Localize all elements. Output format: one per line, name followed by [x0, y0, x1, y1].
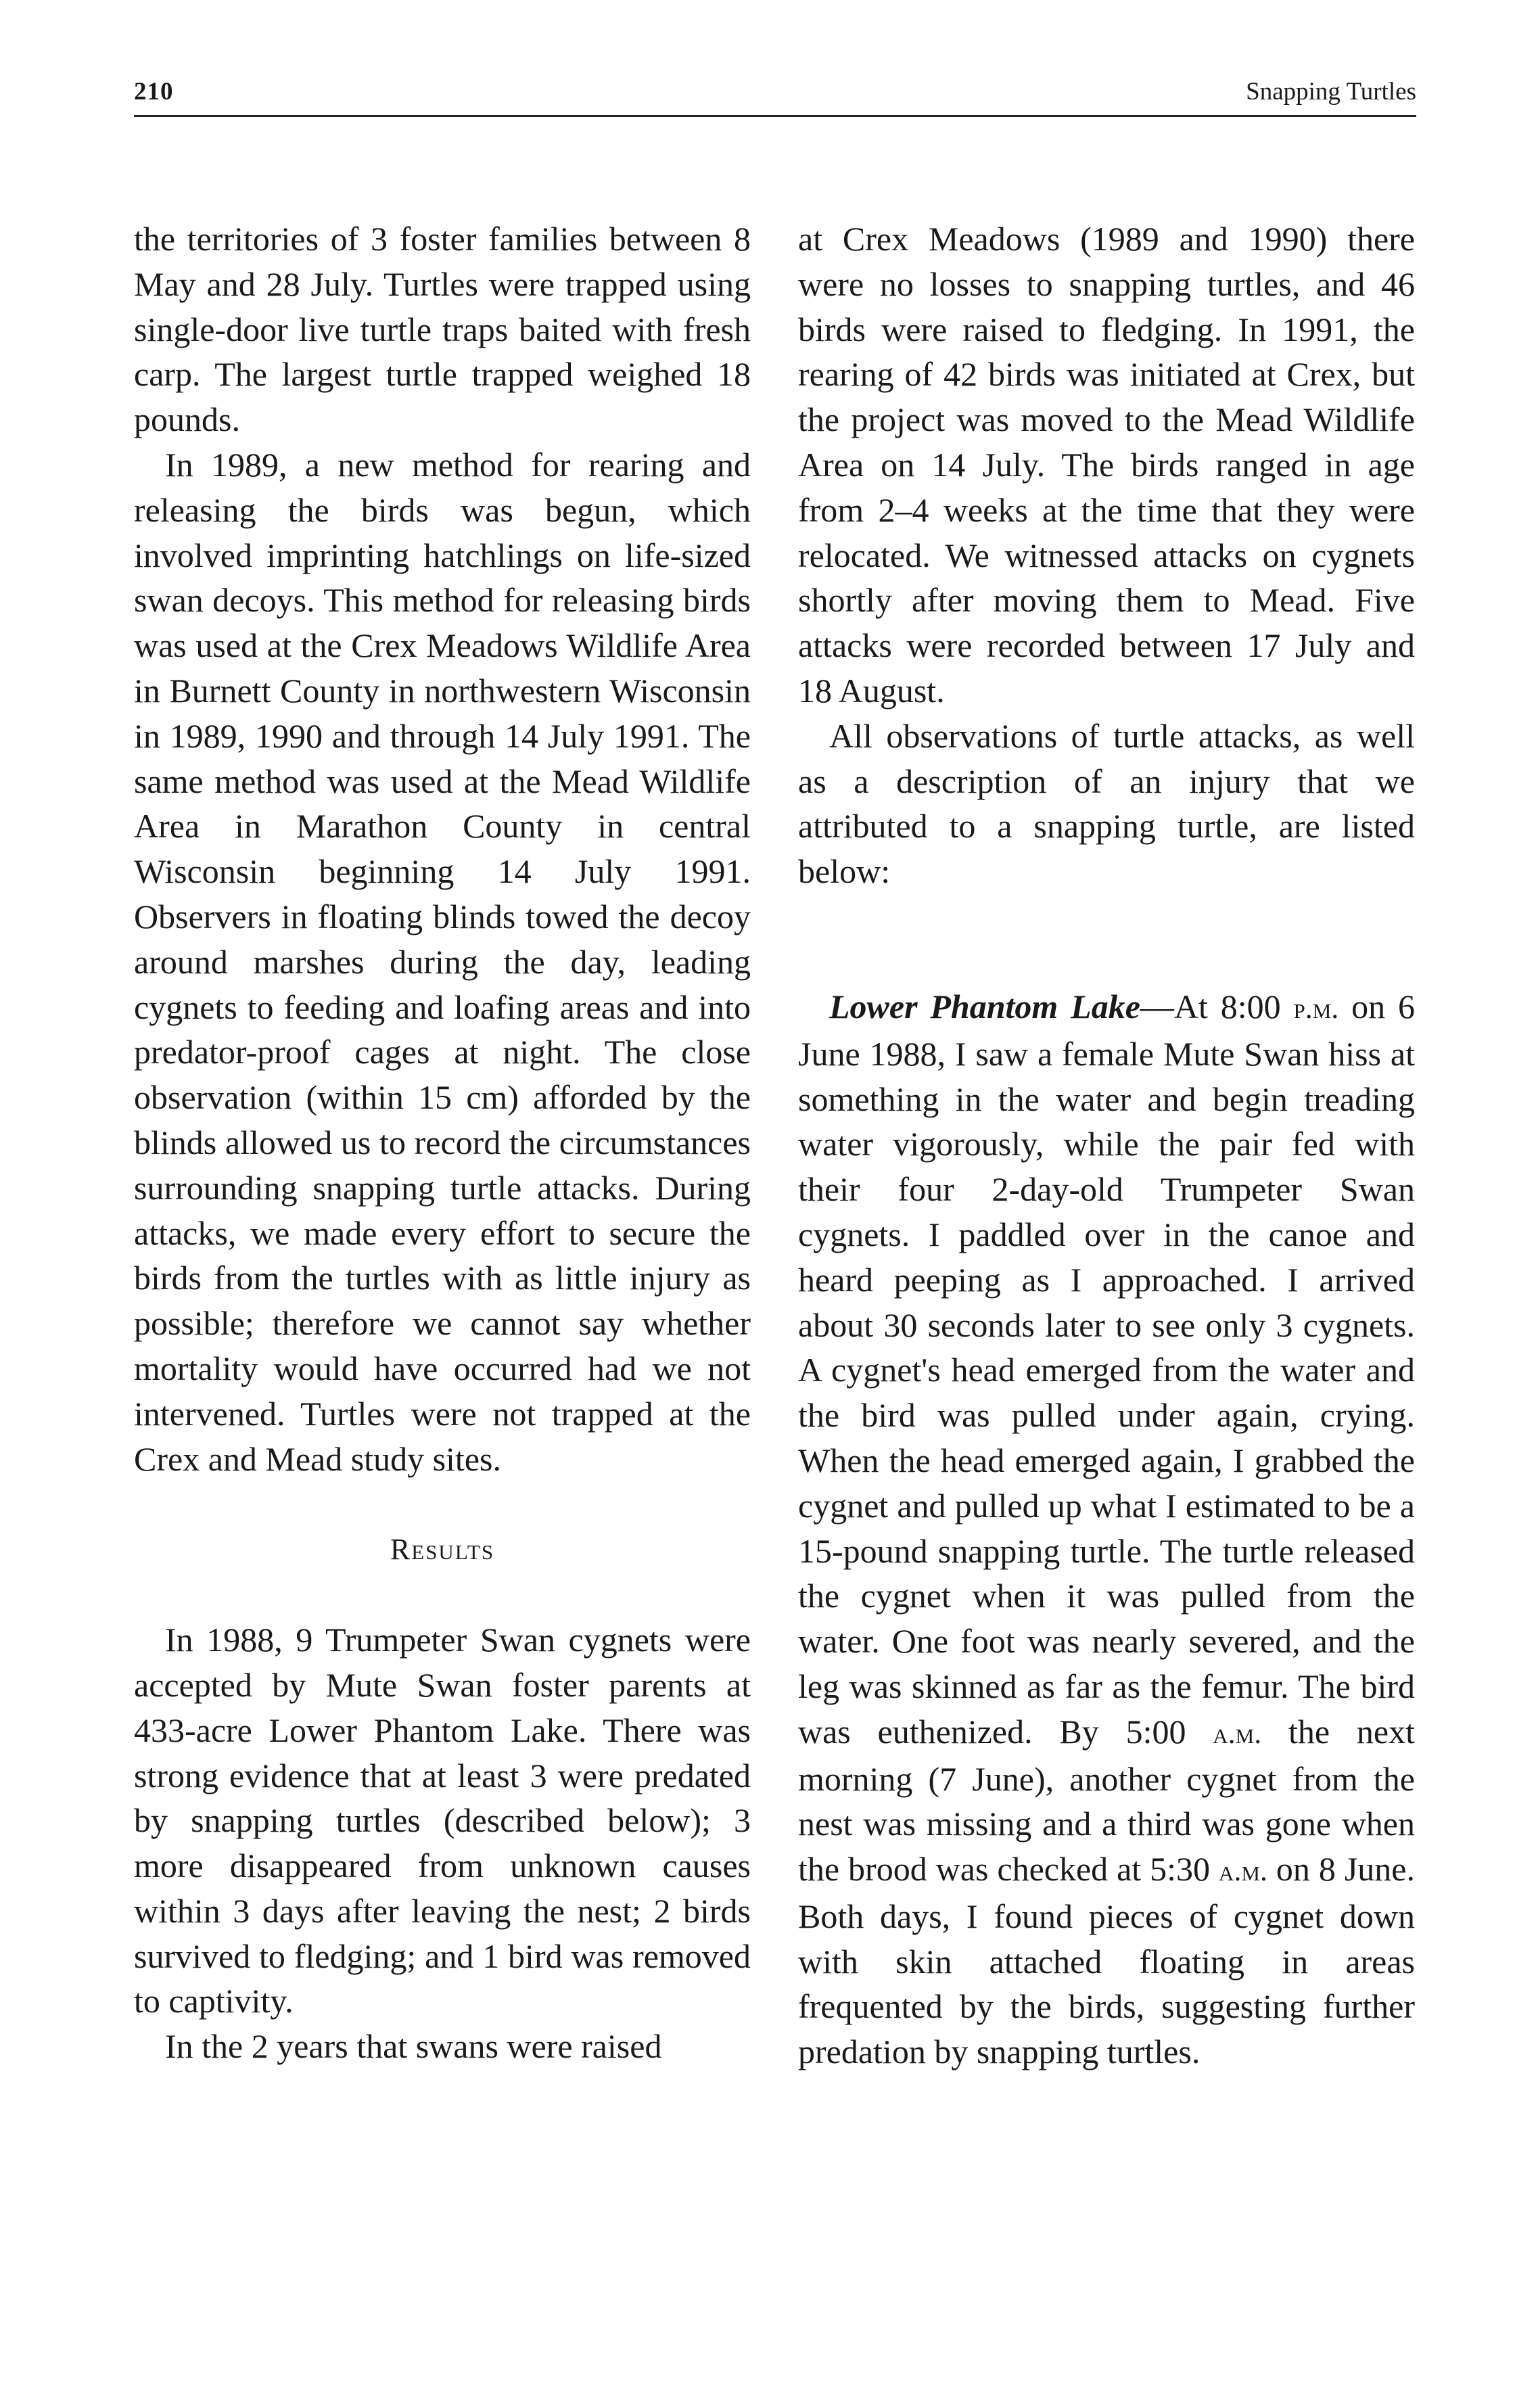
- observation-text: the next morning (7 June), another cygnet from the nest was missing and a third was gone when the brood was checked at 5:30: [798, 1712, 1415, 1889]
- paragraph-crex-continued: at Crex Meadows (1989 and 1990) there were no losses to snapping turtles, and 46 birds were raised to fledging. In 1991, the rearing of 42 birds was initiated at Crex, but the project was moved to the Mead Wildlife Area on 14 July. The birds ranged in age from 2–4 weeks at the time that they were relocated. We witnessed attacks on cygnets shortly after moving them to Mead. Five attacks were recorded between 17 July and 18 August.: [798, 220, 1415, 710]
- section-heading-results: Results: [390, 1533, 495, 1567]
- left-column: [134, 216, 751, 2069]
- spacer: [798, 894, 1415, 984]
- paragraph-results-crex: In the 2 years that swans were raised: [165, 2027, 662, 2066]
- paragraph-results-1988: In 1988, 9 Trumpeter Swan cygnets were accepted by Mute Swan foster parents at 433-acre Lower Phantom Lake. There was strong evidence that at least 3 were predated by snapping turtles (described below); 3 more disappeared from unknown causes within 3 days after leaving the nest; 2 birds survived to fledging; and 1 bird was removed to captivity.: [134, 1621, 751, 2020]
- time-suffix: p.m.: [1293, 991, 1339, 1025]
- right-column: [798, 216, 1415, 2075]
- time-suffix: a.m.: [1219, 1854, 1267, 1888]
- running-head: Snapping Turtles: [1246, 78, 1416, 106]
- paragraph-method: In 1989, a new method for rearing and releasing the birds was begun, which involved imprinting hatchlings on life-sized swan decoys. This method for releasing birds was used at the Crex Meadows Wildlife Area in Burnett County in northwestern Wisconsin in 1989, 1990 and through 14 July 1991. The same method was used at the Mead Wildlife Area in Marathon County in central Wisconsin beginning 14 July 1991. Observers in floating blinds towed the decoy around marshes during the day, leading cygnets to feeding and loafing areas and into predator-proof cages at night. The close observation (within 15 cm) afforded by the blinds allowed us to record the circumstances surrounding snapping turtle attacks. During attacks, we made every effort to secure the birds from the turtles with as little injury as possible; therefore we cannot say whether mortality would have occurred had we not intervened. Turtles were not trapped at the Crex and Mead study sites.: [134, 445, 751, 1478]
- observation-text: on 6 June 1988, I saw a female Mute Swan hiss at something in the water and begin treading water vigorously, while the pair fed with their four 2-day-old Trumpeter Swan cygnets. I paddled over in the canoe and heard peeping as I approached. I arrived about 30 seconds later to see only 3 cygnets. A cygnet's head emerged from the water and the bird was pulled under again, crying. When the head emerged again, I grabbed the cygnet and pulled up what I estimated to be a 15-pound snapping turtle. The turtle released the cygnet when it was pulled from the water. One foot was nearly severed, and the leg was skinned as far as the femur. The bird was euthenized. By 5:00: [798, 987, 1415, 1751]
- paragraph-observations-intro: All observations of turtle attacks, as well as a description of an injury that we attributed to a snapping turtle, are listed below:: [798, 716, 1415, 891]
- observation-text: on 8 June. Both days, I found pieces of cygnet down with skin attached floating in areas frequented by the birds, suggesting further predation by snapping turtles.: [798, 1850, 1415, 2071]
- page-header: [134, 73, 1416, 117]
- observation-heading: Lower Phantom Lake: [829, 987, 1140, 1025]
- page-number: 210: [134, 78, 174, 106]
- paragraph-observation-lower-phantom: [798, 984, 1415, 2075]
- time-suffix: a.m.: [1213, 1716, 1262, 1750]
- paragraph-continued: the territories of 3 foster families between 8 May and 28 July. Turtles were trapped using single-door live turtle traps baited with fresh carp. The largest turtle trapped weighed 18 pounds.: [134, 220, 751, 439]
- observation-text: —At 8:00: [1140, 987, 1294, 1025]
